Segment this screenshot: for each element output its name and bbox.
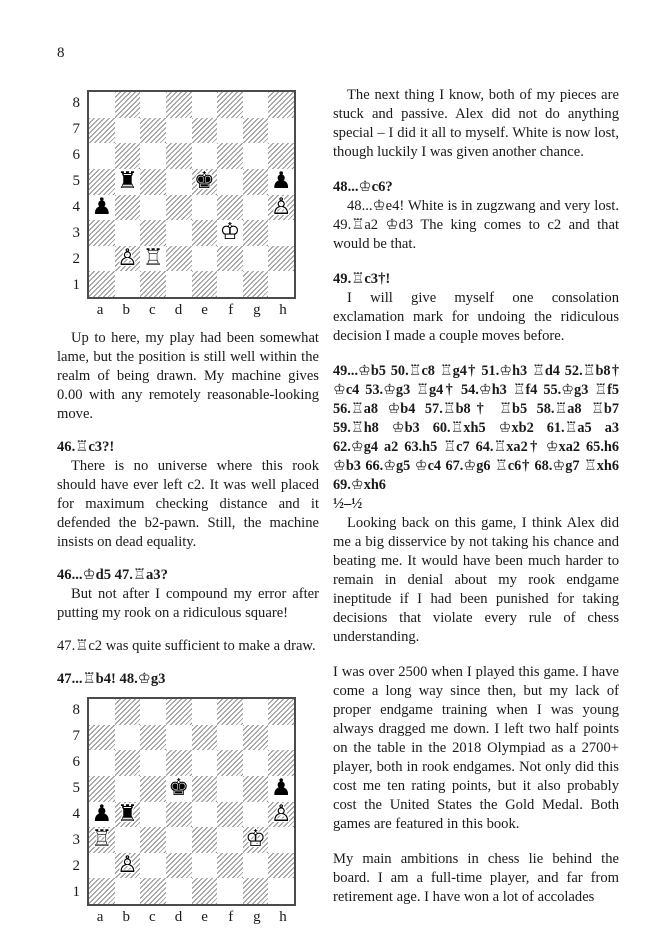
square-a7	[89, 725, 115, 751]
rank-label-2: 2	[72, 858, 80, 875]
square-g5	[243, 776, 269, 802]
rank-label-3: 3	[72, 832, 80, 849]
square-h3	[268, 220, 294, 246]
square-e4	[192, 195, 218, 221]
square-h5	[268, 776, 294, 802]
move-header: 48...♔c6?	[333, 179, 393, 195]
square-h4	[268, 802, 294, 828]
chess-board	[87, 90, 296, 299]
paragraph: There is no universe where this rook should have ever left c2. It was well placed for maximum checking distance and it defended the b2-pawn. Still, the machine insists on dead equality.	[57, 458, 319, 550]
square-c2	[140, 853, 166, 879]
square-h2	[268, 853, 294, 879]
square-e5	[192, 776, 218, 802]
square-d8	[166, 699, 192, 725]
square-e8	[192, 92, 218, 118]
square-b6	[115, 143, 141, 169]
square-e4	[192, 802, 218, 828]
square-f3	[217, 220, 243, 246]
rank-label-5: 5	[72, 172, 80, 189]
square-d8	[166, 92, 192, 118]
square-d2	[166, 246, 192, 272]
square-b3	[115, 220, 141, 246]
square-f1	[217, 271, 243, 297]
square-a5	[89, 169, 115, 195]
square-c3	[140, 827, 166, 853]
piece-black-king: ♚	[194, 168, 215, 195]
square-c2	[140, 246, 166, 272]
piece-black-rook: ♜	[117, 168, 138, 195]
square-g4	[243, 802, 269, 828]
rank-label-1: 1	[72, 277, 80, 294]
square-g4	[243, 195, 269, 221]
square-e8	[192, 699, 218, 725]
file-label-f: f	[228, 909, 234, 925]
square-h8	[268, 92, 294, 118]
square-g3	[243, 827, 269, 853]
square-g7	[243, 118, 269, 144]
square-e3	[192, 827, 218, 853]
square-c4	[140, 802, 166, 828]
piece-black-pawn: ♟	[91, 193, 113, 220]
rank-label-3: 3	[72, 225, 80, 242]
square-h7	[268, 725, 294, 751]
square-c8	[140, 699, 166, 725]
rank-label-8: 8	[72, 701, 80, 718]
square-c7	[140, 725, 166, 751]
paragraph: But not after I compound my error after putting my rook on a ridiculous square!	[57, 586, 319, 621]
square-e3	[192, 220, 218, 246]
square-g2	[243, 246, 269, 272]
piece-black-pawn: ♟	[91, 800, 113, 827]
move-header: 46.♖c3?!	[57, 439, 115, 455]
square-b4	[115, 802, 141, 828]
square-c4	[140, 195, 166, 221]
file-labels	[87, 301, 296, 321]
rank-label-6: 6	[72, 753, 80, 770]
square-a6	[89, 143, 115, 169]
square-b8	[115, 92, 141, 118]
square-e6	[192, 143, 218, 169]
square-f4	[217, 802, 243, 828]
square-c6	[140, 750, 166, 776]
piece-white-king: ♔	[245, 826, 266, 853]
square-f8	[217, 699, 243, 725]
file-label-c: c	[148, 909, 156, 925]
square-f7	[217, 118, 243, 144]
rank-labels	[57, 90, 87, 299]
square-g6	[243, 143, 269, 169]
square-c6	[140, 143, 166, 169]
square-g2	[243, 853, 269, 879]
square-h1	[268, 878, 294, 904]
square-b4	[115, 195, 141, 221]
square-b2	[115, 246, 141, 272]
square-b7	[115, 725, 141, 751]
rank-label-7: 7	[72, 727, 80, 744]
square-a1	[89, 878, 115, 904]
square-d4	[166, 802, 192, 828]
paragraph: I will give myself one consolation exclamation mark for undoing the ridiculous decision I made a couple moves before.	[333, 290, 619, 344]
piece-black-rook: ♜	[117, 800, 138, 827]
square-h5	[268, 169, 294, 195]
piece-white-pawn: ♙	[270, 800, 292, 827]
square-g1	[243, 878, 269, 904]
square-e1	[192, 271, 218, 297]
square-a6	[89, 750, 115, 776]
square-h6	[268, 143, 294, 169]
square-d6	[166, 143, 192, 169]
square-b7	[115, 118, 141, 144]
chess-diagram-1	[57, 90, 319, 321]
square-g1	[243, 271, 269, 297]
square-c1	[140, 878, 166, 904]
file-label-b: b	[122, 909, 130, 925]
square-b2	[115, 853, 141, 879]
piece-black-king: ♚	[168, 775, 189, 802]
square-h3	[268, 827, 294, 853]
square-g5	[243, 169, 269, 195]
paragraph: The next thing I know, both of my pieces are stuck and passive. Alex did not do anything special – I did it all to myself. White is now lost, though luckily I was given another chance.	[333, 87, 619, 160]
left-column	[57, 86, 319, 928]
game-moves: 49...♔b5 50.♖c8 ♖g4† 51.♔h3 ♖d4 52.♖b8† ♔c4 53.♔g3 ♖g4† 54.♔h3 ♖f4 55.♔g3 ♖f5 56.♖a8 ♔b4 57.♖b8† ♖b5 58.♖a8 ♖b7 59.♖h8 ♔b3 60.♖xh5 ♔xb2 61.♖a5 a3 62.♔g4 a2 63.h5 ♖c7 64.♖xa2† ♔xa2 65.h6 ♔b3 66.♔g5 ♔c4 67.♔g6 ♖c6† 68.♔g7 ♖xh6 69.♔xh6	[333, 363, 619, 493]
rank-label-6: 6	[72, 146, 80, 163]
square-d7	[166, 725, 192, 751]
move-header: 47...♖b4! 48.♔g3	[57, 671, 166, 687]
paragraph: My main ambitions in chess lie behind the board. I am a full-time player, and far from retirement age. I have won a lot of accolades	[333, 851, 619, 905]
square-e5	[192, 169, 218, 195]
paragraph: Up to here, my play had been somewhat lame, but the position is still well within the realm of being drawn. My machine gives 0.00 with any remotely reasonable-looking move.	[57, 330, 319, 422]
square-g6	[243, 750, 269, 776]
page-number: 8	[57, 45, 65, 61]
square-b1	[115, 878, 141, 904]
file-label-d: d	[174, 909, 183, 925]
paragraph: 48...♔e4! White is in zugzwang and very lost. 49.♖a2 ♔d3 The king comes to c2 and that would be that.	[333, 198, 619, 252]
square-e6	[192, 750, 218, 776]
square-g8	[243, 699, 269, 725]
file-label-g: g	[253, 909, 261, 925]
square-b5	[115, 169, 141, 195]
square-b5	[115, 776, 141, 802]
square-f1	[217, 878, 243, 904]
piece-white-pawn: ♙	[117, 245, 138, 272]
square-a3	[89, 220, 115, 246]
square-e2	[192, 853, 218, 879]
rank-label-5: 5	[72, 779, 80, 796]
square-b6	[115, 750, 141, 776]
square-f3	[217, 827, 243, 853]
paragraph: I was over 2500 when I played this game. I have come a long way since then, but my lack of proper endgame training when I was young always dragged me down. I left two half points on the table in the 2018 Olympiad as a 2700+ player, both in rook endgames. Not only did this cost me ten rating points, but it also probably cost the United States the Gold Medal. Both games are featured in this book.	[333, 664, 619, 832]
piece-white-pawn: ♙	[270, 193, 292, 220]
square-f8	[217, 92, 243, 118]
rank-label-4: 4	[72, 199, 80, 216]
game-result: ½–½	[333, 496, 363, 512]
square-a4	[89, 195, 115, 221]
square-a7	[89, 118, 115, 144]
square-d2	[166, 853, 192, 879]
square-g8	[243, 92, 269, 118]
square-f6	[217, 750, 243, 776]
file-label-e: e	[201, 909, 208, 925]
square-c5	[140, 776, 166, 802]
square-d3	[166, 827, 192, 853]
square-g3	[243, 220, 269, 246]
square-h2	[268, 246, 294, 272]
square-c8	[140, 92, 166, 118]
square-h7	[268, 118, 294, 144]
file-label-c: c	[148, 302, 156, 318]
square-f7	[217, 725, 243, 751]
square-a1	[89, 271, 115, 297]
file-label-g: g	[253, 302, 261, 318]
chess-diagram-2	[57, 697, 319, 928]
square-d4	[166, 195, 192, 221]
square-c5	[140, 169, 166, 195]
square-h8	[268, 699, 294, 725]
square-a4	[89, 802, 115, 828]
square-e7	[192, 725, 218, 751]
square-b1	[115, 271, 141, 297]
square-h1	[268, 271, 294, 297]
square-h4	[268, 195, 294, 221]
rank-label-2: 2	[72, 251, 80, 268]
square-e2	[192, 246, 218, 272]
square-d1	[166, 271, 192, 297]
rank-labels	[57, 697, 87, 906]
square-f2	[217, 853, 243, 879]
square-a8	[89, 92, 115, 118]
file-labels	[87, 908, 296, 928]
square-d7	[166, 118, 192, 144]
piece-white-pawn: ♙	[117, 852, 138, 879]
square-a2	[89, 246, 115, 272]
rank-label-1: 1	[72, 884, 80, 901]
file-label-a: a	[96, 302, 104, 318]
right-column	[333, 86, 619, 907]
file-label-f: f	[228, 302, 234, 318]
rank-label-4: 4	[72, 806, 80, 823]
square-f5	[217, 776, 243, 802]
square-b3	[115, 827, 141, 853]
piece-black-pawn: ♟	[270, 168, 292, 195]
piece-black-pawn: ♟	[270, 775, 292, 802]
square-a3	[89, 827, 115, 853]
square-e7	[192, 118, 218, 144]
square-d6	[166, 750, 192, 776]
square-a5	[89, 776, 115, 802]
file-label-d: d	[174, 302, 183, 318]
square-c3	[140, 220, 166, 246]
square-a2	[89, 853, 115, 879]
square-d5	[166, 169, 192, 195]
piece-white-rook: ♖	[142, 245, 164, 272]
square-f4	[217, 195, 243, 221]
rank-label-7: 7	[72, 120, 80, 137]
file-label-h: h	[279, 302, 287, 318]
chess-board	[87, 697, 296, 906]
square-f2	[217, 246, 243, 272]
square-f5	[217, 169, 243, 195]
paragraph: 47.♖c2 was quite sufficient to make a draw.	[57, 638, 316, 654]
piece-white-king: ♔	[219, 219, 241, 246]
piece-white-rook: ♖	[91, 826, 113, 853]
square-b8	[115, 699, 141, 725]
file-label-e: e	[201, 302, 208, 318]
square-c1	[140, 271, 166, 297]
move-header: 46...♔d5 47.♖a3?	[57, 567, 168, 583]
square-a8	[89, 699, 115, 725]
file-label-a: a	[96, 909, 104, 925]
file-label-h: h	[279, 909, 287, 925]
rank-label-8: 8	[72, 94, 80, 111]
square-f6	[217, 143, 243, 169]
square-c7	[140, 118, 166, 144]
file-label-b: b	[122, 302, 130, 318]
square-d3	[166, 220, 192, 246]
square-d1	[166, 878, 192, 904]
paragraph: Looking back on this game, I think Alex did me a big disservice by not taking his chance and beating me. It would have been much harder to remain in denial about my rook endgame ineptitude if I had been punished for taking decisions that violate every rule of chess understanding.	[333, 515, 619, 645]
move-header: 49.♖c3†!	[333, 271, 391, 287]
square-e1	[192, 878, 218, 904]
square-d5	[166, 776, 192, 802]
square-h6	[268, 750, 294, 776]
square-g7	[243, 725, 269, 751]
